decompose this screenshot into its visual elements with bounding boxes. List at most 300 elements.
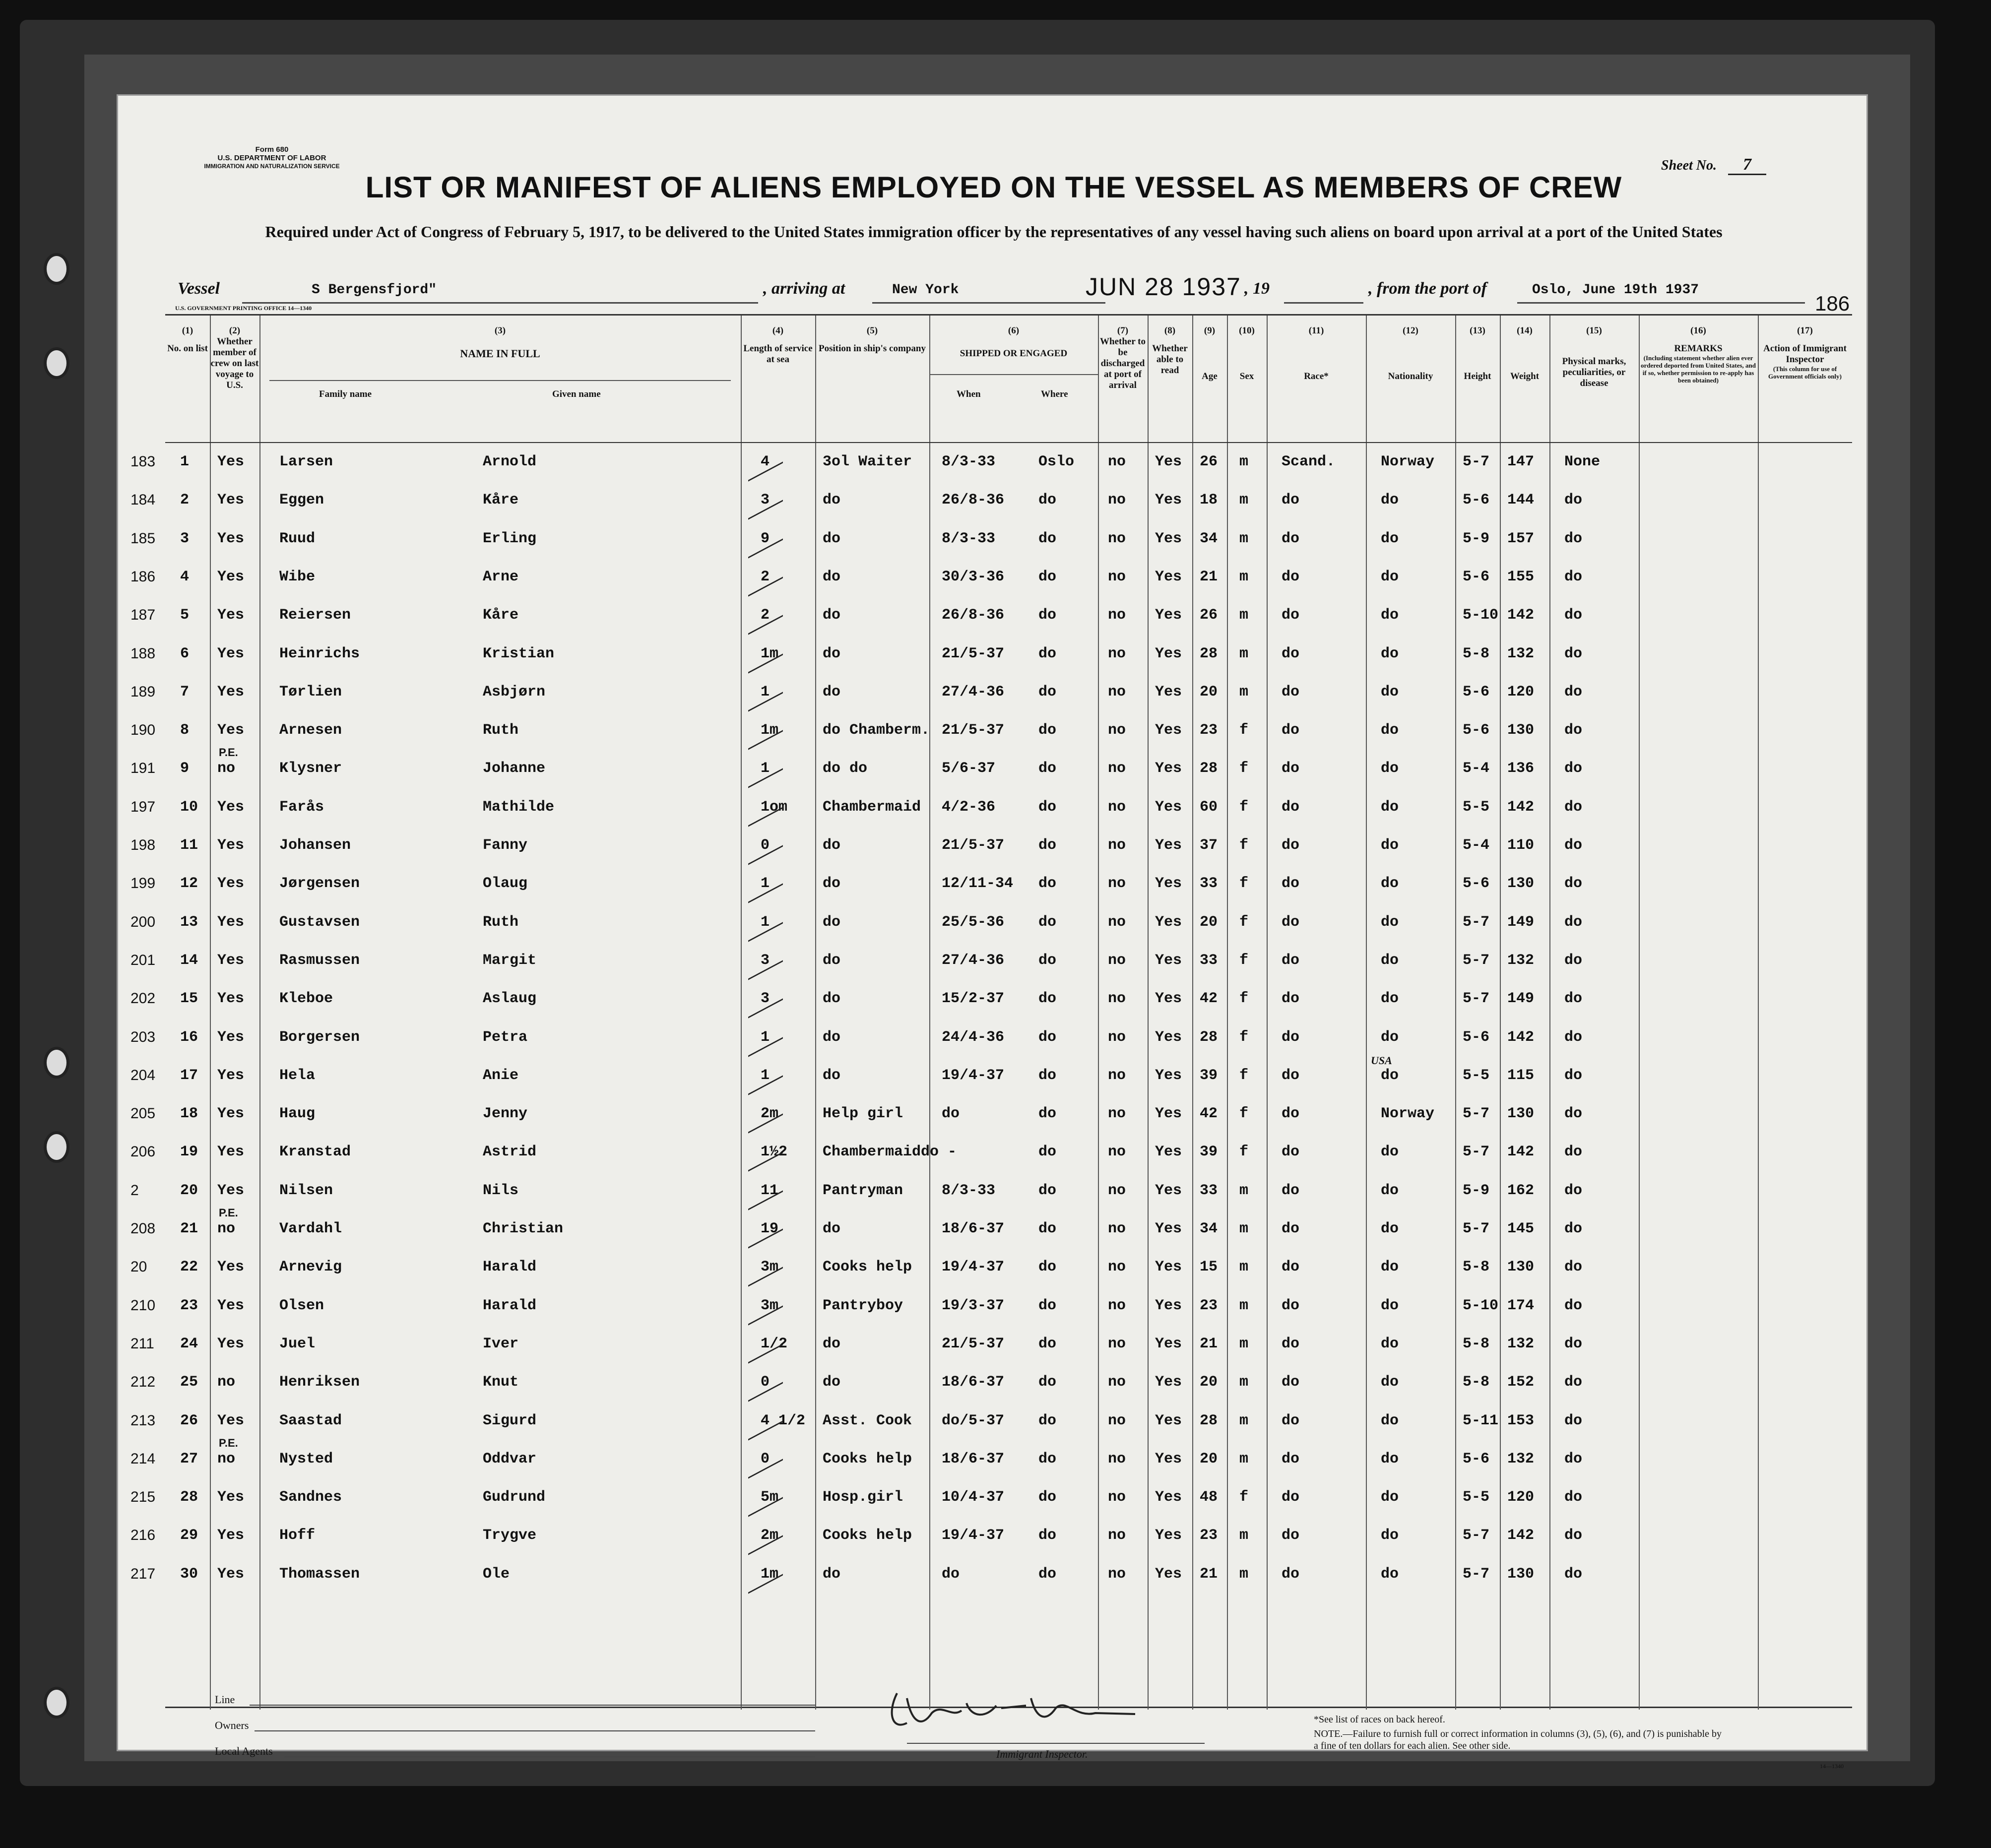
cell-where: do	[1038, 837, 1057, 854]
cell-weight: 162	[1507, 1182, 1535, 1199]
cell-position: Pantryman	[823, 1182, 903, 1199]
table-row	[130, 794, 1852, 824]
cell-when: 18/6-37	[942, 1220, 1005, 1237]
header-discharged: (7) Whether to be discharged at port of arrival	[1100, 325, 1146, 390]
table-row	[130, 1331, 1852, 1360]
check-mark	[748, 1478, 783, 1517]
cell-service: 4	[761, 453, 770, 470]
cell-race: do	[1282, 1489, 1300, 1506]
cell-service: 3m	[761, 1259, 779, 1276]
cell-race: do	[1282, 530, 1300, 547]
cell-service: 3	[761, 990, 770, 1008]
cell-service: 1m	[761, 1565, 779, 1583]
cell-sex: f	[1239, 798, 1249, 816]
cell-race: do	[1282, 568, 1300, 585]
cell-marks: do	[1564, 913, 1583, 931]
cell-no: 6	[180, 645, 190, 662]
cell-height: 5-7	[1463, 1527, 1490, 1544]
cell-sex: m	[1239, 1450, 1249, 1467]
cell-discharged: no	[1108, 683, 1126, 701]
cell-position: do	[823, 1220, 841, 1237]
sheet-value: 7	[1728, 155, 1766, 175]
cell-age: 28	[1200, 1412, 1218, 1429]
cell-discharged: no	[1108, 798, 1126, 816]
cell-sex: m	[1239, 453, 1249, 470]
arriving-port: New York	[892, 282, 959, 298]
cell-no: 22	[180, 1259, 198, 1276]
cell-marks: do	[1564, 1335, 1583, 1352]
check-mark	[748, 711, 783, 750]
cell-read: Yes	[1155, 1297, 1182, 1314]
header-weight: (14) Weight	[1510, 325, 1540, 382]
cell-family: Nysted	[279, 1450, 333, 1467]
cell-read: Yes	[1155, 1105, 1182, 1123]
cell-position: Cooks help	[823, 1527, 912, 1544]
margin-number: 211	[130, 1335, 154, 1352]
cell-height: 5-6	[1463, 875, 1490, 892]
cell-nationality: do	[1381, 1527, 1399, 1544]
cell-nationality: do	[1381, 1259, 1399, 1276]
cell-family: Johansen	[279, 837, 351, 854]
cell-nationality: do	[1381, 837, 1399, 854]
cell-prev: Yes	[217, 1144, 245, 1161]
cell-age: 37	[1200, 837, 1218, 854]
from-label: , from the port of	[1368, 279, 1487, 298]
form-number: Form 680	[255, 145, 289, 154]
cell-family: Heinrichs	[279, 645, 360, 662]
cell-discharged: no	[1108, 1028, 1126, 1046]
cell-when: 15/2-37	[942, 990, 1005, 1008]
table-row	[130, 448, 1852, 478]
header-shipped-engaged: (6) SHIPPED OR ENGAGED When Where	[929, 325, 1098, 399]
cell-prev: Yes	[217, 1028, 245, 1046]
cell-prev: no	[217, 1450, 236, 1467]
cell-nationality: do	[1381, 1450, 1399, 1467]
cell-age: 33	[1200, 875, 1218, 892]
cell-height: 5-6	[1463, 1028, 1490, 1046]
table-row	[130, 679, 1852, 708]
cell-family: Reiersen	[279, 607, 351, 624]
prev-voyage-note: P.E.	[219, 746, 238, 759]
cell-family: Nilsen	[279, 1182, 333, 1199]
cell-marks: do	[1564, 1297, 1583, 1314]
cell-given: Gudrund	[483, 1489, 546, 1506]
cell-race: do	[1282, 952, 1300, 969]
margin-number: 183	[130, 453, 156, 470]
cell-when: 4/2-36	[942, 798, 996, 816]
cell-given: Jenny	[483, 1105, 528, 1123]
cell-position: do Chamberm.	[823, 722, 930, 739]
binder-hole	[44, 253, 69, 285]
cell-prev: Yes	[217, 453, 245, 470]
check-mark	[748, 482, 783, 520]
cell-discharged: no	[1108, 1335, 1126, 1352]
cell-no: 17	[180, 1067, 198, 1084]
binder-hole	[44, 1131, 69, 1163]
cell-position: do	[823, 607, 841, 624]
cell-when: 8/3-33	[942, 530, 996, 547]
cell-age: 48	[1200, 1489, 1218, 1506]
cell-read: Yes	[1155, 798, 1182, 816]
from-port: Oslo, June 19th 1937	[1532, 282, 1699, 298]
cell-given: Ruth	[483, 913, 519, 931]
cell-marks: None	[1564, 453, 1601, 470]
cell-read: Yes	[1155, 1412, 1182, 1429]
cell-age: 33	[1200, 1182, 1218, 1199]
cell-prev: Yes	[217, 607, 245, 624]
cell-family: Tørlien	[279, 683, 342, 701]
cell-age: 39	[1200, 1067, 1218, 1084]
binder-hole	[44, 347, 69, 379]
cell-age: 18	[1200, 492, 1218, 509]
cell-nationality: do	[1381, 798, 1399, 816]
cell-prev: Yes	[217, 530, 245, 547]
header-where: Where	[1041, 389, 1068, 399]
cell-age: 20	[1200, 913, 1218, 931]
document-subtitle: Required under Act of Congress of February 5, 1917, to be delivered to the United States immigration officer by the representatives of any vessel having such aliens on board upon arrival at a port of the United States	[265, 223, 1723, 241]
cell-where: do	[1038, 1259, 1057, 1276]
cell-service: 1	[761, 875, 770, 892]
cell-given: Ole	[483, 1565, 510, 1583]
cell-discharged: no	[1108, 492, 1126, 509]
check-mark	[748, 1057, 783, 1095]
cell-read: Yes	[1155, 530, 1182, 547]
cell-given: Kristian	[483, 645, 555, 662]
cell-service: 2	[761, 568, 770, 585]
cell-nationality: do	[1381, 1067, 1399, 1084]
cell-sex: m	[1239, 1412, 1249, 1429]
cell-position: do do	[823, 760, 868, 777]
service-name: IMMIGRATION AND NATURALIZATION SERVICE	[204, 163, 340, 170]
cell-age: 26	[1200, 607, 1218, 624]
cell-race: do	[1282, 798, 1300, 816]
table-row	[130, 832, 1852, 862]
cell-when: 21/5-37	[942, 837, 1005, 854]
cell-read: Yes	[1155, 1489, 1182, 1506]
cell-height: 5-7	[1463, 913, 1490, 931]
margin-number: 197	[130, 798, 156, 815]
cell-marks: do	[1564, 1182, 1583, 1199]
cell-age: 15	[1200, 1259, 1218, 1276]
cell-position: do	[823, 568, 841, 585]
cell-position: do	[823, 837, 841, 854]
cell-height: 5-9	[1463, 1182, 1490, 1199]
table-row	[130, 746, 1852, 785]
cell-height: 5-7	[1463, 1220, 1490, 1237]
cell-race: do	[1282, 1182, 1300, 1199]
cell-no: 20	[180, 1182, 198, 1199]
cell-sex: m	[1239, 1527, 1249, 1544]
cell-family: Vardahl	[279, 1220, 342, 1237]
table-row	[130, 602, 1852, 632]
nationality-note: USA	[1371, 1054, 1392, 1067]
cell-where: do	[1038, 1028, 1057, 1046]
cell-height: 5-6	[1463, 722, 1490, 739]
table-row	[130, 1100, 1852, 1130]
cell-height: 5-4	[1463, 837, 1490, 854]
margin-number: 216	[130, 1527, 156, 1544]
cell-where: do	[1038, 492, 1057, 509]
cell-service: 2	[761, 607, 770, 624]
cell-weight: 132	[1507, 645, 1535, 662]
cell-sex: m	[1239, 607, 1249, 624]
cell-no: 18	[180, 1105, 198, 1123]
table-row	[130, 1484, 1852, 1514]
cell-read: Yes	[1155, 1259, 1182, 1276]
cell-given: Knut	[483, 1374, 519, 1391]
cell-height: 5-6	[1463, 683, 1490, 701]
cell-age: 42	[1200, 990, 1218, 1008]
cell-nationality: do	[1381, 568, 1399, 585]
cell-service: 11	[761, 1182, 779, 1199]
cell-family: Arnesen	[279, 722, 342, 739]
cell-race: do	[1282, 683, 1300, 701]
cell-marks: do	[1564, 1144, 1583, 1161]
cell-prev: Yes	[217, 645, 245, 662]
cell-nationality: do	[1381, 990, 1399, 1008]
cell-no: 30	[180, 1565, 198, 1583]
crew-table	[130, 305, 1852, 1708]
cell-where: do	[1038, 990, 1057, 1008]
cell-no: 24	[180, 1335, 198, 1352]
cell-height: 5-7	[1463, 990, 1490, 1008]
cell-marks: do	[1564, 837, 1583, 854]
cell-nationality: do	[1381, 1489, 1399, 1506]
cell-family: Arnevig	[279, 1259, 342, 1276]
cell-nationality: do	[1381, 1335, 1399, 1352]
cell-discharged: no	[1108, 722, 1126, 739]
cell-family: Eggen	[279, 492, 324, 509]
prev-voyage-note: P.E.	[219, 1207, 238, 1219]
cell-weight: 130	[1507, 1565, 1535, 1583]
cell-sex: m	[1239, 1335, 1249, 1352]
cell-read: Yes	[1155, 645, 1182, 662]
binder-hole	[44, 1687, 69, 1719]
cell-service: 1m	[761, 722, 779, 739]
vessel-label: Vessel	[178, 279, 220, 298]
cell-read: Yes	[1155, 1144, 1182, 1161]
cell-where: do	[1038, 1335, 1057, 1352]
cell-sex: m	[1239, 1259, 1249, 1276]
cell-service: 2m	[761, 1527, 779, 1544]
cell-read: Yes	[1155, 952, 1182, 969]
cell-age: 28	[1200, 1028, 1218, 1046]
cell-nationality: do	[1381, 875, 1399, 892]
cell-read: Yes	[1155, 1450, 1182, 1467]
cell-read: Yes	[1155, 875, 1182, 892]
inspector-label: Immigrant Inspector.	[996, 1748, 1088, 1760]
cell-race: do	[1282, 1220, 1300, 1237]
cell-given: Harald	[483, 1297, 537, 1314]
cell-where: do	[1038, 1220, 1057, 1237]
cell-service: 1/2	[761, 1335, 788, 1352]
margin-number: 189	[130, 683, 156, 700]
cell-read: Yes	[1155, 1182, 1182, 1199]
cell-read: Yes	[1155, 1335, 1182, 1352]
check-mark	[748, 1364, 783, 1402]
cell-age: 20	[1200, 683, 1218, 701]
cell-service: 1	[761, 1028, 770, 1046]
cell-marks: do	[1564, 760, 1583, 777]
form-identifier	[188, 145, 356, 171]
cell-read: Yes	[1155, 913, 1182, 931]
table-row	[130, 985, 1852, 1015]
cell-service: 3	[761, 952, 770, 969]
table-row	[130, 1522, 1852, 1552]
margin-number: 214	[130, 1450, 156, 1467]
cell-prev: Yes	[217, 1105, 245, 1123]
cell-marks: do	[1564, 722, 1583, 739]
cell-where: do	[1038, 1527, 1057, 1544]
check-mark	[748, 673, 783, 711]
year-label: , 19	[1244, 279, 1270, 298]
cell-weight: 132	[1507, 952, 1535, 969]
check-mark	[748, 1134, 783, 1172]
cell-when: 30/3-36	[942, 568, 1005, 585]
cell-weight: 157	[1507, 530, 1535, 547]
cell-given: Arnold	[483, 453, 537, 470]
cell-weight: 144	[1507, 492, 1535, 509]
cell-position: Cooks help	[823, 1259, 912, 1276]
cell-position: Asst. Cook	[823, 1412, 912, 1429]
cell-marks: do	[1564, 1028, 1583, 1046]
cell-height: 5-10	[1463, 1297, 1499, 1314]
cell-family: Kranstad	[279, 1144, 351, 1161]
cell-when: do	[942, 1565, 960, 1583]
check-mark	[748, 443, 783, 481]
cell-prev: Yes	[217, 1412, 245, 1429]
document-title: LIST OR MANIFEST OF ALIENS EMPLOYED ON THE VESSEL AS MEMBERS OF CREW	[365, 171, 1622, 204]
cell-discharged: no	[1108, 1220, 1126, 1237]
cell-where: do	[1038, 1182, 1057, 1199]
cell-weight: 142	[1507, 607, 1535, 624]
cell-discharged: no	[1108, 1105, 1126, 1123]
cell-family: Jørgensen	[279, 875, 360, 892]
cell-weight: 142	[1507, 798, 1535, 816]
cell-read: Yes	[1155, 607, 1182, 624]
cell-nationality: do	[1381, 760, 1399, 777]
cell-weight: 136	[1507, 760, 1535, 777]
cell-where: do	[1038, 722, 1057, 739]
cell-family: Gustavsen	[279, 913, 360, 931]
cell-no: 5	[180, 607, 190, 624]
cell-position: Cooks help	[823, 1450, 912, 1467]
margin-number: 202	[130, 990, 156, 1007]
cell-marks: do	[1564, 530, 1583, 547]
cell-when: 18/6-37	[942, 1374, 1005, 1391]
check-mark	[748, 980, 783, 1019]
cell-where: do	[1038, 683, 1057, 701]
cell-given: Oddvar	[483, 1450, 537, 1467]
cell-sex: f	[1239, 1489, 1249, 1506]
cell-service: 1om	[761, 798, 788, 816]
cell-family: Farås	[279, 798, 324, 816]
cell-position: do	[823, 875, 841, 892]
cell-no: 21	[180, 1220, 198, 1237]
margin-number: 213	[130, 1412, 156, 1429]
cell-no: 26	[180, 1412, 198, 1429]
table-row	[130, 640, 1852, 670]
cell-where: Oslo	[1038, 453, 1075, 470]
cell-no: 25	[180, 1374, 198, 1391]
cell-weight: 149	[1507, 913, 1535, 931]
margin-number: 188	[130, 645, 156, 662]
cell-discharged: no	[1108, 1450, 1126, 1467]
cell-no: 8	[180, 722, 190, 739]
cell-read: Yes	[1155, 990, 1182, 1008]
cell-sex: f	[1239, 1067, 1249, 1084]
cell-position: do	[823, 1565, 841, 1583]
cell-read: Yes	[1155, 568, 1182, 585]
cell-no: 28	[180, 1489, 198, 1506]
cell-prev: Yes	[217, 1335, 245, 1352]
cell-given: Erling	[483, 530, 537, 547]
cell-prev: no	[217, 1220, 236, 1237]
cell-no: 9	[180, 760, 190, 777]
penalty-note: NOTE.—Failure to furnish full or correct information in columns (3), (5), (6), and (7) is punishable by a fine of ten dollars for each alien. See other side.	[1314, 1728, 1722, 1751]
cell-weight: 142	[1507, 1527, 1535, 1544]
cell-age: 20	[1200, 1450, 1218, 1467]
cell-read: Yes	[1155, 1220, 1182, 1237]
cell-prev: Yes	[217, 568, 245, 585]
check-mark	[748, 1402, 783, 1440]
header-sex: (10) Sex	[1239, 325, 1255, 382]
cell-weight: 110	[1507, 837, 1535, 854]
cell-when: 26/8-36	[942, 492, 1005, 509]
cell-age: 28	[1200, 645, 1218, 662]
cell-nationality: do	[1381, 683, 1399, 701]
cell-service: 2m	[761, 1105, 779, 1123]
cell-height: 5-6	[1463, 492, 1490, 509]
cell-prev: Yes	[217, 1527, 245, 1544]
cell-marks: do	[1564, 1527, 1583, 1544]
cell-family: Larsen	[279, 453, 333, 470]
cell-height: 5-7	[1463, 453, 1490, 470]
table-row	[130, 525, 1852, 555]
check-mark	[748, 865, 783, 903]
table-row	[130, 1369, 1852, 1399]
cell-discharged: no	[1108, 1297, 1126, 1314]
cell-service: 1	[761, 913, 770, 931]
cell-where: do	[1038, 875, 1057, 892]
cell-given: Astrid	[483, 1144, 537, 1161]
cell-age: 34	[1200, 530, 1218, 547]
cell-no: 14	[180, 952, 198, 969]
cell-sex: m	[1239, 568, 1249, 585]
cell-height: 5-7	[1463, 1144, 1490, 1161]
cell-read: Yes	[1155, 683, 1182, 701]
cell-height: 5-6	[1463, 1450, 1490, 1467]
cell-weight: 142	[1507, 1144, 1535, 1161]
cell-nationality: Norway	[1381, 1105, 1435, 1123]
cell-discharged: no	[1108, 952, 1126, 969]
cell-when: 24/4-36	[942, 1028, 1005, 1046]
check-mark	[748, 1172, 783, 1210]
cell-nationality: Norway	[1381, 453, 1435, 470]
cell-given: Margit	[483, 952, 537, 969]
cell-marks: do	[1564, 568, 1583, 585]
cell-sex: m	[1239, 1220, 1249, 1237]
page-number: 186	[1815, 292, 1850, 315]
cell-position: do	[823, 645, 841, 662]
cell-nationality: do	[1381, 913, 1399, 931]
cell-prev: Yes	[217, 913, 245, 931]
cell-nationality: do	[1381, 530, 1399, 547]
cell-weight: 130	[1507, 875, 1535, 892]
cell-age: 20	[1200, 1374, 1218, 1391]
margin-number: 190	[130, 722, 156, 739]
margin-number: 184	[130, 492, 156, 509]
